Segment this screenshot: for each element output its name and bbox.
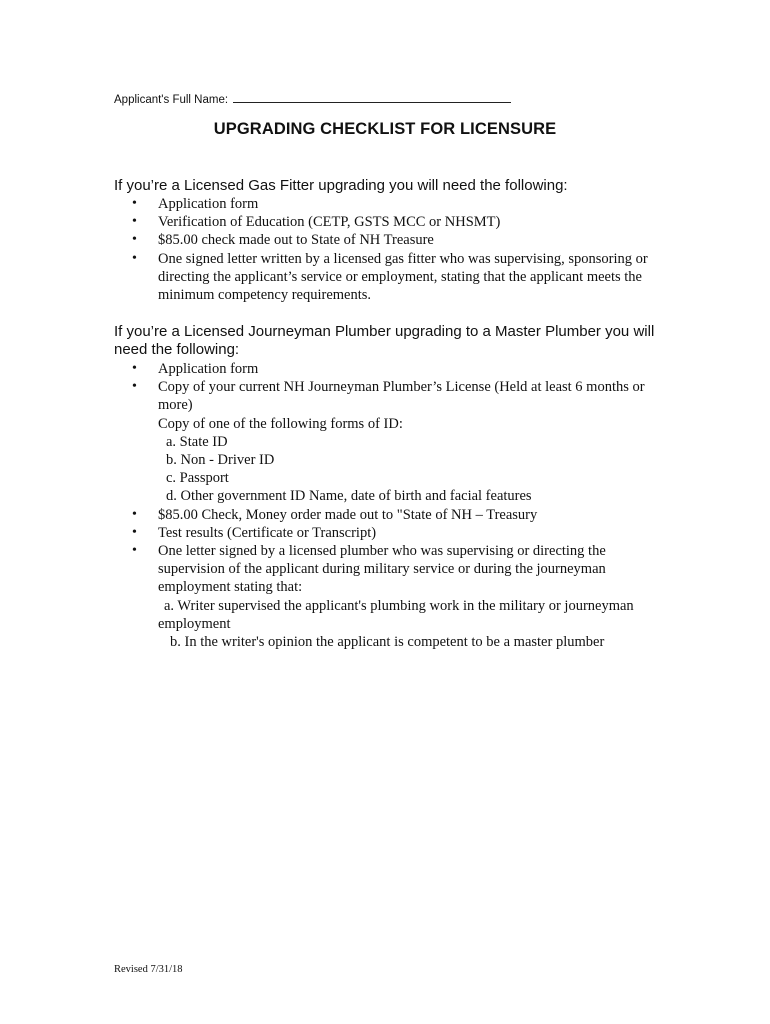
- list-item: [114, 506, 674, 524]
- bullet-icon: •: [132, 232, 137, 248]
- bullet-icon: •: [132, 506, 137, 522]
- list-item: [114, 360, 674, 378]
- applicant-name-label: Applicant's Full Name:: [114, 94, 229, 106]
- letter-requirement-b: b. In the writer's opinion the applicant is competent to be a master plumber: [170, 634, 605, 651]
- id-option: d. Other government ID Name, date of birth and facial features: [166, 488, 532, 505]
- gas-fitter-list: [114, 195, 674, 304]
- bullet-icon: •: [132, 361, 137, 376]
- id-option: b. Non - Driver ID: [166, 452, 275, 469]
- letter-requirement-a-text: a. Writer supervised the applicant's plumbing work in the military or journeyman employment: [158, 597, 634, 632]
- list-item-text: Copy of your current NH Journeyman Plumber’s License (Held at least 6 months or more): [158, 379, 645, 414]
- journeyman-plumber-heading: If you’re a Licensed Journeyman Plumber upgrading to a Master Plumber you will need the following:: [114, 323, 655, 358]
- bullet-icon: •: [132, 543, 137, 559]
- list-item: [114, 213, 674, 231]
- list-item: [114, 542, 674, 651]
- list-item: [114, 378, 674, 505]
- list-item: [114, 231, 674, 249]
- list-item-text: Application form: [158, 196, 259, 212]
- applicant-name-field: [114, 92, 511, 106]
- bullet-icon: •: [132, 250, 137, 266]
- bullet-icon: •: [132, 524, 137, 540]
- id-option: c. Passport: [166, 470, 229, 487]
- list-item-text: Test results (Certificate or Transcript): [158, 524, 377, 541]
- applicant-name-blank-line: [233, 92, 511, 103]
- list-item: [114, 195, 674, 213]
- list-item: [114, 250, 674, 305]
- list-item-text: $85.00 Check, Money order made out to "State of NH – Treasury: [158, 506, 538, 523]
- list-item-text: $85.00 check made out to State of NH Treasure: [158, 232, 434, 249]
- bullet-icon: •: [132, 379, 137, 395]
- id-option: a. State ID: [166, 433, 228, 450]
- list-item-text: Application form: [158, 361, 259, 377]
- gas-fitter-heading: If you’re a Licensed Gas Fitter upgrading you will need the following:: [114, 177, 568, 194]
- letter-requirement-a: [158, 597, 674, 633]
- list-item-text: Verification of Education (CETP, GSTS MCC or NHSMT): [158, 214, 501, 231]
- id-intro-text: Copy of one of the following forms of ID:: [158, 415, 403, 432]
- revision-date: Revised 7/31/18: [114, 964, 183, 975]
- list-item-text: One signed letter written by a licensed gas fitter who was supervising, sponsoring or directing the applicant’s service or employment, stating that the applicant meets the minimum competency requirements.: [158, 250, 648, 304]
- bullet-icon: •: [132, 196, 137, 211]
- journeyman-plumber-list: [114, 360, 674, 651]
- page-title: UPGRADING CHECKLIST FOR LICENSURE: [213, 120, 557, 138]
- list-item-text: One letter signed by a licensed plumber who was supervising or directing the supervision of the applicant during military service or during the journeyman employment stating that:: [158, 543, 606, 596]
- bullet-icon: •: [132, 214, 137, 230]
- list-item: [114, 524, 674, 542]
